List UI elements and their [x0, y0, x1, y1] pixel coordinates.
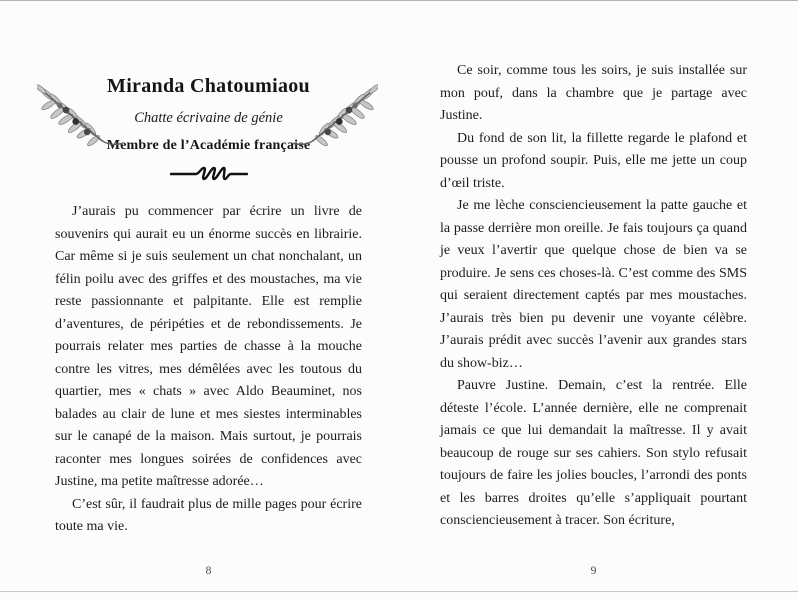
page-right [440, 0, 747, 601]
paragraph: Je me lèche consciencieusement la patte gauche et la passe derrière mon oreille. Je fais toujours ça quand je veux l’avertir que quelque chose de bien va se produire. Je sens ces choses-là. C’est comme des SMS qui seraient directement captés par mes moustaches. J’aurais très bien pu devenir une voyante célèbre. J’aurais prédit avec succès l’avenir aux grandes stars du show-biz… [440, 198, 747, 371]
paragraph: C’est sûr, il faudrait plus de mille pages pour écrire toute ma vie. [55, 496, 362, 534]
page-number-right: 9 [590, 565, 597, 577]
paragraph: J’aurais pu commencer par écrire un livre de souvenirs qui aurait eu un énorme succès en librairie. Car même si je suis seulement un chat nonchalant, un félin poilu avec des griffes et des moustaches, ma vie reste passionnante et palpitante. Elle est remplie d’aventures, de péripéties et de rebondissements. Je pourrais relater mes parties de chasse à la mouche contre les vitres, mes démêlées avec les toutous du quartier, mes « chats » avec Aldo Beauminet, nos balades au clair de lune et mes siestes interminables sur le canapé de la maison. Mais surtout, je pourrais raconter mes longues soirées de confidences avec Justine, ma petite maîtresse adorée… [55, 204, 362, 489]
author-name-title: Miranda Chatoumiaou [107, 75, 310, 97]
paragraph: Du fond de son lit, la fillette regarde le plafond et pousse un profond soupir. Puis, elle me jette un coup d’œil triste. [440, 130, 747, 191]
author-subtitle: Chatte écrivaine de génie [134, 110, 283, 126]
paragraph: Pauvre Justine. Demain, c’est la rentrée. Elle déteste l’école. L’année dernière, elle ne comprenait jamais ce que lui demandait la maîtresse. Il y avait beaucoup de rouge sur ses cahiers. Son stylo refusait toujours de faire les jolies boucles, l’arrondi des ponts et les barres droites qu’elle s’appliquait pourtant consciencieusement à tracer. Son écriture, [440, 378, 747, 528]
chapter-header [55, 0, 362, 181]
paragraph: Ce soir, comme tous les soirs, je suis installée sur mon pouf, dans la chambre que je partage avec Justine. [440, 63, 747, 123]
author-membership: Membre de l’Académie française [106, 138, 311, 153]
bottom-edge-line [0, 591, 798, 592]
page-left-text [55, 201, 362, 539]
rope-twist-divider-icon [55, 166, 362, 181]
page-left [55, 0, 362, 601]
olive-branch-left-icon [37, 84, 125, 166]
page-right-text [440, 0, 747, 533]
olive-branch-right-icon [290, 84, 378, 166]
page-number-left: 8 [205, 565, 212, 577]
